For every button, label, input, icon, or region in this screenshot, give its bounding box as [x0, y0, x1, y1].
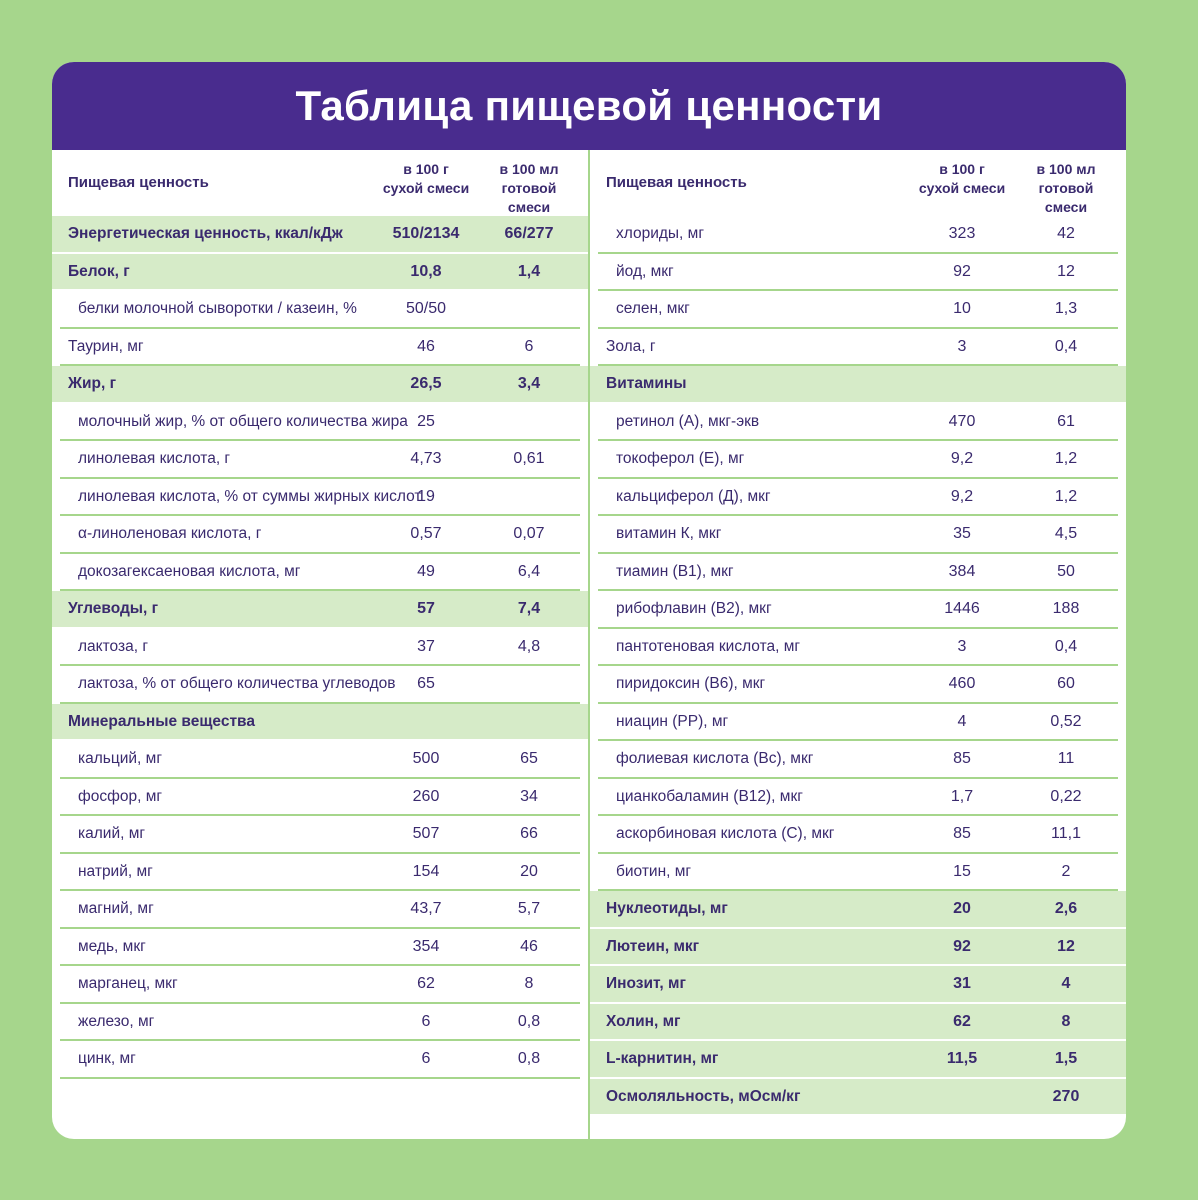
table-row [598, 516, 1118, 554]
table-row [598, 329, 1118, 367]
row-name: линолевая кислота, % от суммы жирных кислот [78, 487, 422, 505]
row-value-dry: 62 [417, 975, 435, 992]
row-name: α-линоленовая кислота, г [78, 525, 262, 542]
row-name: токоферол (Е), мг [616, 450, 745, 467]
table-row [598, 591, 1118, 629]
row-name: калий, мг [78, 825, 146, 842]
row-value-ready: 4,5 [1054, 525, 1078, 542]
row-value-ready: 46 [520, 937, 538, 955]
table-row [60, 516, 580, 554]
header-name: Пищевая ценность [68, 173, 209, 191]
row-name: магний, мг [78, 900, 154, 917]
row-value-ready: 0,61 [513, 450, 545, 467]
row-name: цианкобаламин (В12), мкг [616, 787, 803, 805]
row-name: Лютеин, мкг [606, 937, 700, 955]
table-row [598, 479, 1118, 517]
row-value-dry: 92 [953, 937, 971, 955]
row-name: лактоза, % от общего количества углеводов [78, 675, 396, 692]
row-value-ready: 42 [1057, 225, 1075, 242]
row-value-dry: 9,2 [950, 487, 974, 505]
row-value-dry: 460 [948, 675, 976, 692]
header-col-dry-line2: сухой смеси [918, 180, 1006, 196]
table-row [598, 779, 1118, 817]
header-col-dry-line1: в 100 г [939, 161, 985, 177]
table-row [60, 329, 580, 367]
row-name: Энергетическая ценность, ккал/кДж [68, 225, 343, 242]
table-row [60, 554, 580, 592]
row-name: фосфор, мг [78, 787, 163, 805]
row-name: Белок, г [68, 262, 130, 280]
row-value-ready: 4,8 [517, 637, 541, 655]
row-name: железо, мг [78, 1012, 155, 1030]
row-value-ready: 6 [524, 337, 534, 355]
row-value-dry: 19 [417, 487, 435, 505]
row-name: йод, мкг [616, 262, 674, 280]
row-name: селен, мкг [616, 300, 690, 317]
table-row [598, 629, 1118, 667]
row-value-dry: 25 [417, 412, 435, 430]
row-value-dry: 10,8 [410, 262, 442, 280]
row-value-ready: 4 [1061, 975, 1071, 992]
row-value-dry: 3 [957, 337, 967, 355]
row-name: пиридоксин (В6), мкг [616, 675, 766, 692]
table-row [60, 441, 580, 479]
table-row [598, 441, 1118, 479]
header-col-ready [479, 160, 579, 217]
row-name: докозагексаеновая кислота, мг [78, 562, 301, 580]
row-value-ready: 1,4 [517, 262, 541, 280]
row-value-dry: 6 [421, 1050, 431, 1067]
row-value-ready: 5,7 [517, 900, 541, 917]
table-row [52, 591, 588, 629]
row-value-ready: 2 [1061, 862, 1071, 880]
table-row [598, 854, 1118, 892]
row-name: Нуклеотиды, мг [606, 900, 728, 917]
row-value-ready: 1,3 [1054, 300, 1078, 317]
table-row [598, 554, 1118, 592]
table-row [60, 666, 580, 704]
table-row [60, 891, 580, 929]
row-name: тиамин (В1), мкг [616, 562, 734, 580]
table-row [60, 629, 580, 667]
row-value-ready: 0,8 [517, 1050, 541, 1067]
row-value-ready: 11,1 [1051, 825, 1081, 842]
row-value-ready: 1,2 [1054, 450, 1078, 467]
row-value-ready: 2,6 [1054, 900, 1078, 917]
page-title: Таблица пищевой ценности [295, 82, 883, 129]
row-value-dry: 510/2134 [392, 225, 460, 242]
header-col-dry-line2: сухой смеси [382, 180, 470, 196]
row-value-ready: 270 [1052, 1087, 1080, 1105]
row-value-dry: 37 [417, 637, 435, 655]
row-value-ready: 1,2 [1054, 487, 1078, 505]
table-row [60, 479, 580, 517]
right-table-header [590, 150, 1126, 214]
row-value-dry: 50/50 [405, 300, 447, 317]
row-value-ready: 0,4 [1054, 337, 1078, 355]
row-value-ready: 0,8 [517, 1012, 541, 1030]
left-table-header [52, 150, 588, 214]
row-value-dry: 154 [412, 862, 440, 880]
row-value-ready: 66/277 [504, 225, 554, 242]
row-value-ready: 20 [520, 862, 538, 880]
row-value-dry: 57 [417, 600, 435, 617]
table-row [590, 366, 1126, 404]
table-row [52, 216, 588, 254]
row-value-ready: 50 [1057, 562, 1075, 580]
nutrition-card [52, 62, 1126, 1139]
row-value-dry: 10 [953, 300, 971, 317]
left-table [52, 150, 588, 1067]
row-value-ready: 7,4 [517, 600, 541, 617]
row-value-ready: 188 [1052, 600, 1080, 617]
row-value-ready: 0,52 [1050, 712, 1082, 730]
row-value-dry: 65 [417, 675, 435, 692]
row-name: ниацин (РР), мг [616, 712, 729, 730]
header-col-ready-line2: готовой смеси [1038, 180, 1094, 215]
row-name: Витамины [606, 375, 687, 392]
row-value-dry: 500 [412, 750, 440, 767]
row-value-ready: 12 [1057, 262, 1075, 280]
right-rows [590, 216, 1126, 1114]
row-name: натрий, мг [78, 862, 153, 880]
row-value-dry: 507 [412, 825, 440, 842]
row-value-dry: 35 [953, 525, 971, 542]
row-value-dry: 470 [948, 412, 976, 430]
row-value-dry: 31 [953, 975, 971, 992]
table-row [60, 404, 580, 442]
header-col-dry [376, 160, 476, 198]
row-value-ready: 60 [1057, 675, 1075, 692]
row-value-ready: 6,4 [517, 562, 541, 580]
row-value-ready: 65 [520, 750, 538, 767]
row-name: медь, мкг [78, 937, 146, 955]
row-name: белки молочной сыворотки / казеин, % [78, 300, 357, 317]
table-row [598, 704, 1118, 742]
header-col-ready-line2: готовой смеси [501, 180, 557, 215]
table-row [60, 966, 580, 1004]
row-value-dry: 4 [957, 712, 967, 730]
row-value-ready: 1,5 [1054, 1050, 1078, 1067]
table-row [598, 216, 1118, 254]
row-name: Зола, г [606, 337, 656, 355]
row-value-ready: 0,4 [1054, 637, 1078, 655]
row-value-ready: 11 [1057, 750, 1075, 767]
table-row [60, 816, 580, 854]
row-name: биотин, мг [616, 862, 692, 880]
table-row [598, 666, 1118, 704]
title-bar [52, 62, 1126, 150]
row-name: хлориды, мг [616, 225, 704, 242]
row-name: витамин К, мкг [616, 525, 722, 542]
table-row [590, 1079, 1126, 1115]
table-row [598, 254, 1118, 292]
row-value-dry: 85 [953, 825, 971, 842]
table-row [52, 366, 588, 404]
table-row [60, 779, 580, 817]
row-value-dry: 49 [417, 562, 435, 580]
row-value-dry: 62 [953, 1012, 971, 1030]
row-value-dry: 43,7 [410, 900, 442, 917]
row-name: кальций, мг [78, 750, 162, 767]
row-name: марганец, мкг [78, 975, 178, 992]
left-rows [52, 216, 588, 1079]
row-name: Минеральные вещества [68, 712, 256, 730]
row-value-ready: 0,07 [513, 525, 545, 542]
row-value-dry: 15 [953, 862, 971, 880]
row-value-dry: 20 [953, 900, 971, 917]
row-value-dry: 1446 [944, 600, 980, 617]
row-name: фолиевая кислота (Вс), мкг [616, 750, 814, 767]
row-name: Осмоляльность, мОсм/кг [606, 1087, 801, 1105]
row-value-dry: 26,5 [410, 375, 442, 392]
header-col-ready-line1: в 100 мл [1036, 161, 1096, 177]
table-row [598, 291, 1118, 329]
row-value-dry: 92 [953, 262, 971, 280]
table-row [590, 1041, 1126, 1079]
row-name: Углеводы, г [68, 600, 159, 617]
row-name: линолевая кислота, г [78, 450, 231, 467]
row-value-dry: 323 [948, 225, 976, 242]
table-row [60, 1004, 580, 1042]
table-row [60, 929, 580, 967]
row-value-dry: 11,5 [946, 1050, 978, 1067]
row-name: ретинол (А), мкг-экв [616, 412, 760, 430]
table-row [60, 1041, 580, 1079]
table-row [590, 929, 1126, 967]
table-row [52, 254, 588, 292]
row-name: Инозит, мг [606, 975, 686, 992]
table-row [590, 891, 1126, 929]
right-table [590, 150, 1126, 1105]
row-name: пантотеновая кислота, мг [616, 637, 801, 655]
row-name: Таурин, мг [68, 337, 144, 355]
row-name: аскорбиновая кислота (С), мкг [616, 825, 835, 842]
row-value-dry: 46 [417, 337, 435, 355]
row-value-dry: 3 [957, 637, 967, 655]
row-name: цинк, мг [78, 1050, 136, 1067]
table-row [60, 741, 580, 779]
row-name: Жир, г [68, 375, 117, 392]
row-value-ready: 12 [1057, 937, 1075, 955]
header-col-ready-line1: в 100 мл [499, 161, 559, 177]
row-value-ready: 3,4 [517, 375, 541, 392]
header-col-dry [912, 160, 1012, 198]
row-name: рибофлавин (В2), мкг [616, 600, 772, 617]
row-value-dry: 6 [421, 1012, 431, 1030]
table-row [52, 704, 588, 742]
row-name: L-карнитин, мг [606, 1050, 719, 1067]
row-name: молочный жир, % от общего количества жира [78, 412, 408, 430]
row-name: лактоза, г [78, 637, 148, 655]
row-name: кальциферол (Д), мкг [616, 487, 771, 505]
table-row [598, 404, 1118, 442]
row-value-dry: 354 [412, 937, 440, 955]
row-value-ready: 66 [520, 825, 538, 842]
table-row [60, 291, 580, 329]
table-row [590, 966, 1126, 1004]
header-col-dry-line1: в 100 г [403, 161, 449, 177]
row-value-dry: 9,2 [950, 450, 974, 467]
table-row [590, 1004, 1126, 1042]
header-name: Пищевая ценность [606, 173, 747, 191]
row-value-ready: 0,22 [1050, 787, 1082, 805]
header-col-ready [1016, 160, 1116, 217]
row-value-dry: 85 [953, 750, 971, 767]
row-value-dry: 260 [412, 787, 440, 805]
row-value-ready: 8 [1061, 1012, 1071, 1030]
row-value-ready: 8 [524, 975, 534, 992]
row-name: Холин, мг [606, 1012, 681, 1030]
row-value-ready: 34 [520, 787, 538, 805]
row-value-dry: 384 [948, 562, 976, 580]
row-value-ready: 61 [1057, 412, 1075, 430]
table-row [598, 741, 1118, 779]
row-value-dry: 4,73 [410, 450, 442, 467]
table-row [60, 854, 580, 892]
row-value-dry: 0,57 [410, 525, 442, 542]
table-row [598, 816, 1118, 854]
row-value-dry: 1,7 [950, 787, 974, 805]
